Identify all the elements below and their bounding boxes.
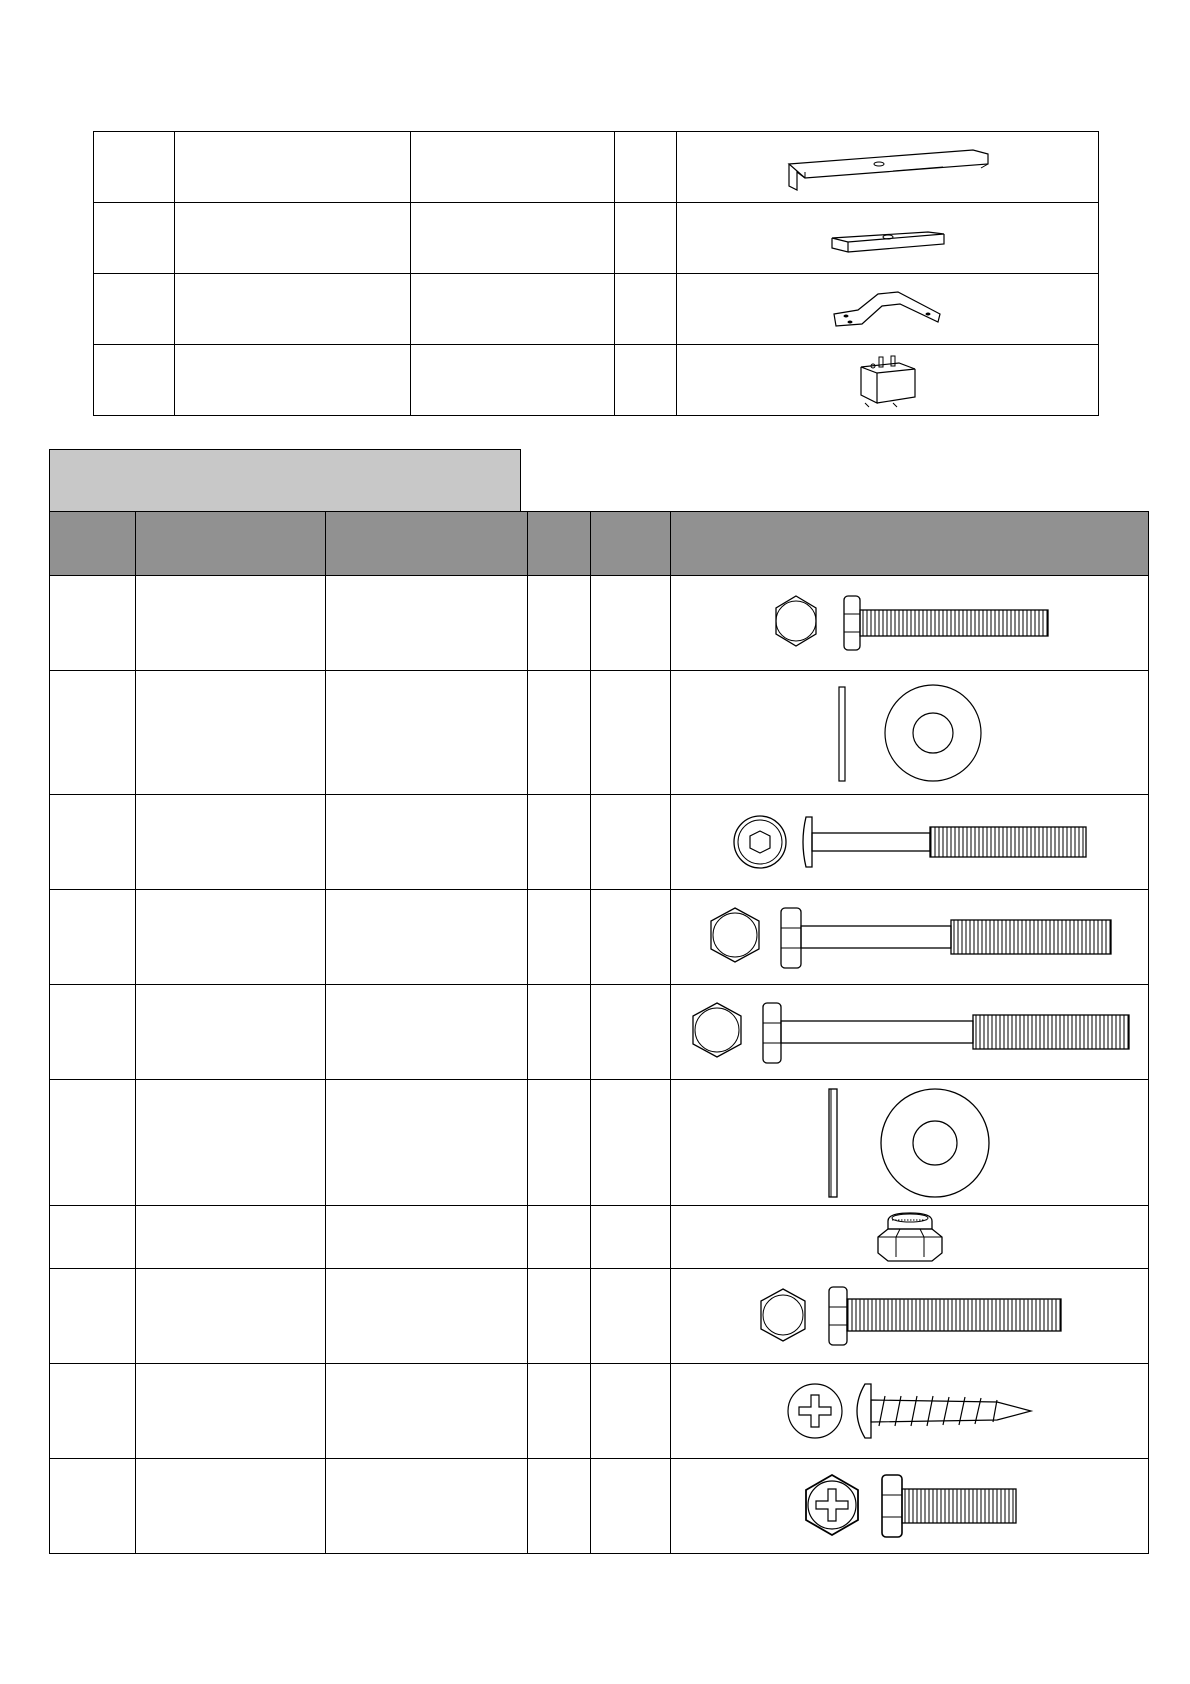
table-row <box>50 671 1149 795</box>
table-header-row <box>50 512 1149 576</box>
phillips-hex-bolt-icon <box>800 1471 1020 1541</box>
hw-extra-cell <box>591 795 671 890</box>
hw-spec-cell <box>326 671 528 795</box>
hw-image-cell <box>671 671 1149 795</box>
hw-name-cell <box>136 1080 326 1206</box>
hw-image-cell <box>671 985 1149 1080</box>
hw-image-cell <box>671 1206 1149 1269</box>
hw-spec-cell <box>326 985 528 1080</box>
hex-bolt-icon <box>770 590 1050 656</box>
hw-extra-cell <box>591 1459 671 1554</box>
hw-extra-cell <box>591 1364 671 1459</box>
table-row <box>50 1269 1149 1364</box>
hw-name-cell <box>136 1269 326 1364</box>
hw-extra-cell <box>591 1080 671 1206</box>
hw-spec-cell <box>326 1459 528 1554</box>
part-name-cell <box>175 274 411 345</box>
part-image-cell <box>677 203 1099 274</box>
table-row <box>50 1080 1149 1206</box>
long-hex-bolt-icon <box>705 902 1115 972</box>
hw-image-cell <box>671 890 1149 985</box>
part-no-cell <box>94 345 175 416</box>
header-image <box>671 512 1149 576</box>
part-no-cell <box>94 132 175 203</box>
table-row <box>50 985 1149 1080</box>
part-spec-cell <box>411 203 615 274</box>
table-row <box>50 1459 1149 1554</box>
hw-image-cell <box>671 1269 1149 1364</box>
header-extra <box>591 512 671 576</box>
hw-spec-cell <box>326 1269 528 1364</box>
hw-spec-cell <box>326 795 528 890</box>
hw-qty-cell <box>528 1269 591 1364</box>
part-no-cell <box>94 274 175 345</box>
hw-no-cell <box>50 1080 136 1206</box>
table-row <box>50 795 1149 890</box>
part-qty-cell <box>615 203 677 274</box>
hw-name-cell <box>136 795 326 890</box>
hw-no-cell <box>50 890 136 985</box>
hw-qty-cell <box>528 890 591 985</box>
hw-name-cell <box>136 576 326 671</box>
hw-extra-cell <box>591 1206 671 1269</box>
hw-qty-cell <box>528 1206 591 1269</box>
hw-extra-cell <box>591 985 671 1080</box>
hw-qty-cell <box>528 671 591 795</box>
flat-washer-icon <box>835 681 985 785</box>
hw-no-cell <box>50 1459 136 1554</box>
full-thread-hex-bolt-icon <box>755 1283 1065 1349</box>
hw-name-cell <box>136 985 326 1080</box>
part-no-cell <box>94 203 175 274</box>
table-row <box>94 203 1099 274</box>
hw-extra-cell <box>591 890 671 985</box>
table-row <box>94 132 1099 203</box>
part-name-cell <box>175 203 411 274</box>
part-name-cell <box>175 345 411 416</box>
short-bracket-icon <box>828 218 948 258</box>
extra-long-hex-bolt-icon <box>687 997 1133 1067</box>
part-qty-cell <box>615 274 677 345</box>
hw-extra-cell <box>591 576 671 671</box>
hw-image-cell <box>671 1459 1149 1554</box>
long-rail-icon <box>783 142 993 192</box>
phillips-wood-screw-icon <box>785 1378 1035 1444</box>
part-name-cell <box>175 132 411 203</box>
socket-cap-bolt-icon <box>730 809 1090 875</box>
hw-no-cell <box>50 795 136 890</box>
hw-name-cell <box>136 1459 326 1554</box>
hw-extra-cell <box>591 671 671 795</box>
table-row <box>50 1364 1149 1459</box>
hw-spec-cell <box>326 1080 528 1206</box>
header-name <box>136 512 326 576</box>
hw-image-cell <box>671 1364 1149 1459</box>
table-row <box>94 345 1099 416</box>
hardware-section-label <box>49 449 521 511</box>
hw-no-cell <box>50 1206 136 1269</box>
hw-image-cell <box>671 576 1149 671</box>
header-spec <box>326 512 528 576</box>
angled-bracket-icon <box>828 284 948 334</box>
hw-no-cell <box>50 671 136 795</box>
parts-table <box>93 131 1099 416</box>
hw-qty-cell <box>528 1364 591 1459</box>
hw-qty-cell <box>528 1080 591 1206</box>
hw-name-cell <box>136 1364 326 1459</box>
header-qty <box>528 512 591 576</box>
hw-name-cell <box>136 671 326 795</box>
hw-no-cell <box>50 985 136 1080</box>
table-row <box>50 890 1149 985</box>
motor-box-icon <box>853 351 923 409</box>
header-no <box>50 512 136 576</box>
hw-qty-cell <box>528 576 591 671</box>
part-spec-cell <box>411 132 615 203</box>
hw-spec-cell <box>326 890 528 985</box>
hw-no-cell <box>50 1364 136 1459</box>
table-row <box>94 274 1099 345</box>
hw-qty-cell <box>528 795 591 890</box>
part-qty-cell <box>615 132 677 203</box>
part-qty-cell <box>615 345 677 416</box>
nylon-lock-nut-icon <box>870 1209 950 1265</box>
hw-spec-cell <box>326 576 528 671</box>
table-row <box>50 576 1149 671</box>
hw-no-cell <box>50 1269 136 1364</box>
table-row <box>50 1206 1149 1269</box>
hw-name-cell <box>136 890 326 985</box>
hw-spec-cell <box>326 1206 528 1269</box>
part-spec-cell <box>411 345 615 416</box>
part-image-cell <box>677 274 1099 345</box>
part-spec-cell <box>411 274 615 345</box>
hw-name-cell <box>136 1206 326 1269</box>
hw-image-cell <box>671 1080 1149 1206</box>
hw-image-cell <box>671 795 1149 890</box>
large-flat-washer-icon <box>825 1085 995 1201</box>
hw-extra-cell <box>591 1269 671 1364</box>
hw-qty-cell <box>528 985 591 1080</box>
hw-no-cell <box>50 576 136 671</box>
hardware-table <box>49 511 1149 1554</box>
part-image-cell <box>677 345 1099 416</box>
hw-spec-cell <box>326 1364 528 1459</box>
hw-qty-cell <box>528 1459 591 1554</box>
part-image-cell <box>677 132 1099 203</box>
